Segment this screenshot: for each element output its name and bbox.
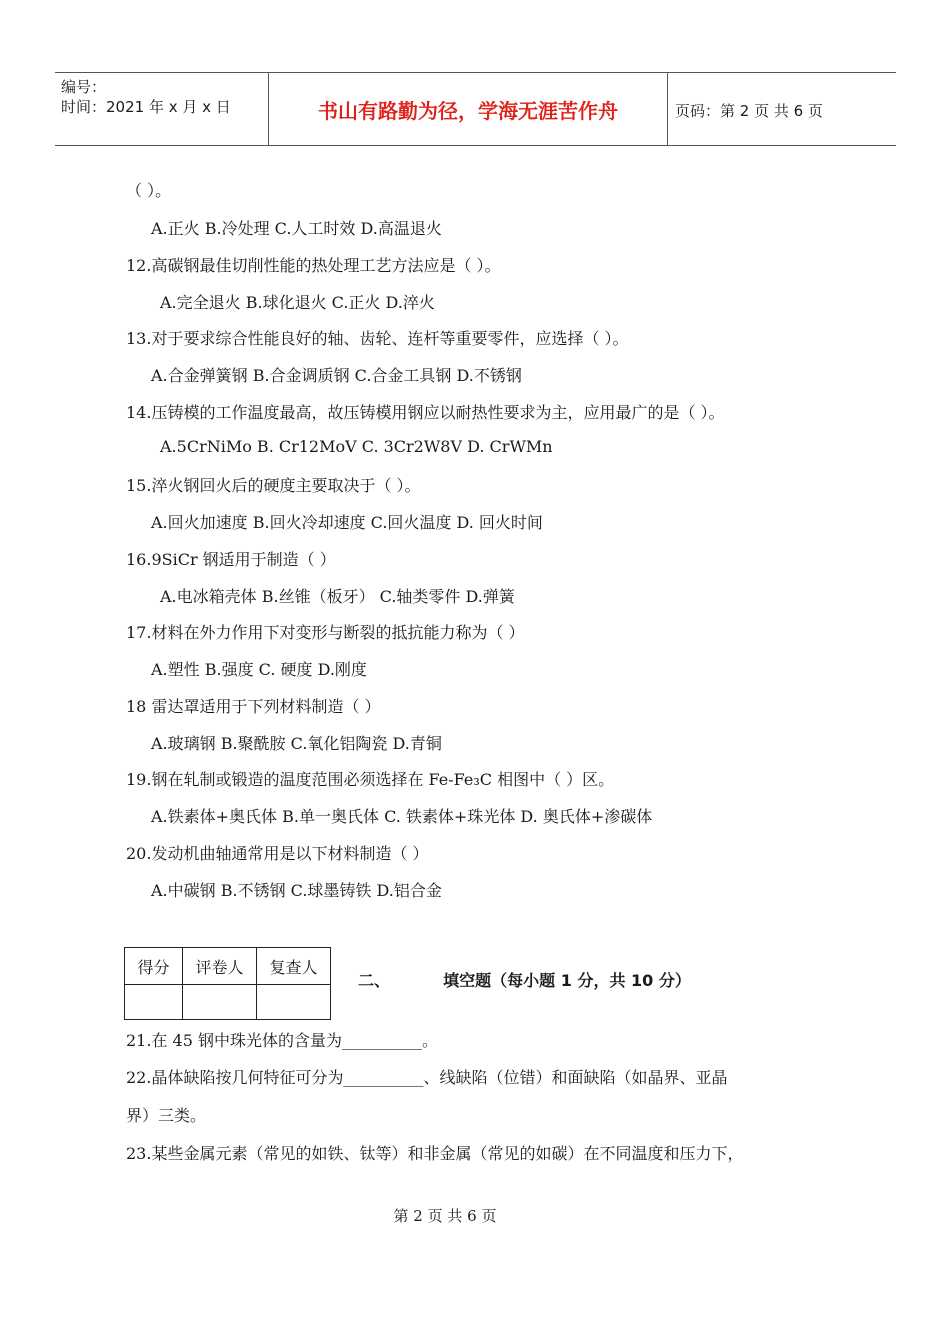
question-11-tail: （ ）。 <box>126 181 172 200</box>
options-18: A.玻璃钢 B.聚酰胺 C.氧化铝陶瓷 D.青铜 <box>151 734 442 753</box>
question-12: 12.高碳钢最佳切削性能的热处理工艺方法应是（ ）。 <box>126 256 501 275</box>
score-table <box>124 947 331 1020</box>
header-meta <box>61 77 231 117</box>
question-19: 19.钢在轧制或锻造的温度范围必须选择在 Fe-Fe₃C 相图中（ ）区。 <box>126 770 615 789</box>
document-time-label: 时间：2021 年 x 月 x 日 <box>61 98 231 116</box>
grader-cell <box>183 985 257 1020</box>
section-heading <box>358 968 691 991</box>
header-page-label: 页码：第 2 页 共 6 页 <box>675 102 823 120</box>
question-14: 14.压铸模的工作温度最高，故压铸模用钢应以耐热性要求为主，应用最广的是（ ）。 <box>126 403 725 422</box>
options-11: A.正火 B.冷处理 C.人工时效 D.高温退火 <box>151 219 442 238</box>
question-22: 22.晶体缺陷按几何特征可分为__________、线缺陷（位错）和面缺陷（如晶界、亚晶 <box>126 1068 728 1087</box>
reviewer-header: 复查人 <box>257 948 331 985</box>
page-footer <box>0 1205 950 1226</box>
options-13: A.合金弹簧钢 B.合金调质钢 C.合金工具钢 D.不锈钢 <box>151 366 522 385</box>
footer-page-number: 第 2 页 共 6 页 <box>393 1207 497 1225</box>
score-cell <box>125 985 183 1020</box>
document-number-label: 编号： <box>61 78 107 96</box>
question-18: 18 雷达罩适用于下列材料制造（ ） <box>126 697 381 716</box>
question-20: 20.发动机曲轴通常用是以下材料制造（ ） <box>126 844 429 863</box>
header-divider <box>667 73 668 145</box>
question-17: 17.材料在外力作用下对变形与断裂的抵抗能力称为（ ） <box>126 623 525 642</box>
question-15: 15.淬火钢回火后的硬度主要取决于（ ）。 <box>126 476 421 495</box>
page-header <box>55 72 896 146</box>
options-19: A.铁素体+奥氏体 B.单一奥氏体 C. 铁素体+珠光体 D. 奥氏体+渗碳体 <box>151 807 653 826</box>
section-title: 填空题（每小题 1 分，共 10 分） <box>443 971 691 990</box>
header-motto: 书山有路勤为径，学海无涯苦作舟 <box>318 99 618 123</box>
question-13: 13.对于要求综合性能良好的轴、齿轮、连杆等重要零件，应选择（ ）。 <box>126 329 629 348</box>
reviewer-cell <box>257 985 331 1020</box>
options-12: A.完全退火 B.球化退火 C.正火 D.淬火 <box>160 293 435 312</box>
score-header: 得分 <box>125 948 183 985</box>
options-16: A.电冰箱壳体 B.丝锥（板牙） C.轴类零件 D.弹簧 <box>160 587 515 606</box>
grader-header: 评卷人 <box>183 948 257 985</box>
question-16: 16.9SiCr 钢适用于制造（ ） <box>126 550 336 569</box>
options-15: A.回火加速度 B.回火冷却速度 C.回火温度 D. 回火时间 <box>151 513 543 532</box>
options-14: A.5CrNiMo B. Cr12MoV C. 3Cr2W8V D. CrWMn <box>160 437 553 456</box>
question-22-continued: 界）三类。 <box>126 1106 207 1125</box>
question-21: 21.在 45 钢中珠光体的含量为__________。 <box>126 1031 438 1050</box>
options-17: A.塑性 B.强度 C. 硬度 D.刚度 <box>151 660 367 679</box>
question-23: 23.某些金属元素（常见的如铁、钛等）和非金属（常见的如碳）在不同温度和压力下， <box>126 1144 744 1163</box>
section-number: 二、 <box>358 971 391 990</box>
options-20: A.中碳钢 B.不锈钢 C.球墨铸铁 D.铝合金 <box>151 881 442 900</box>
